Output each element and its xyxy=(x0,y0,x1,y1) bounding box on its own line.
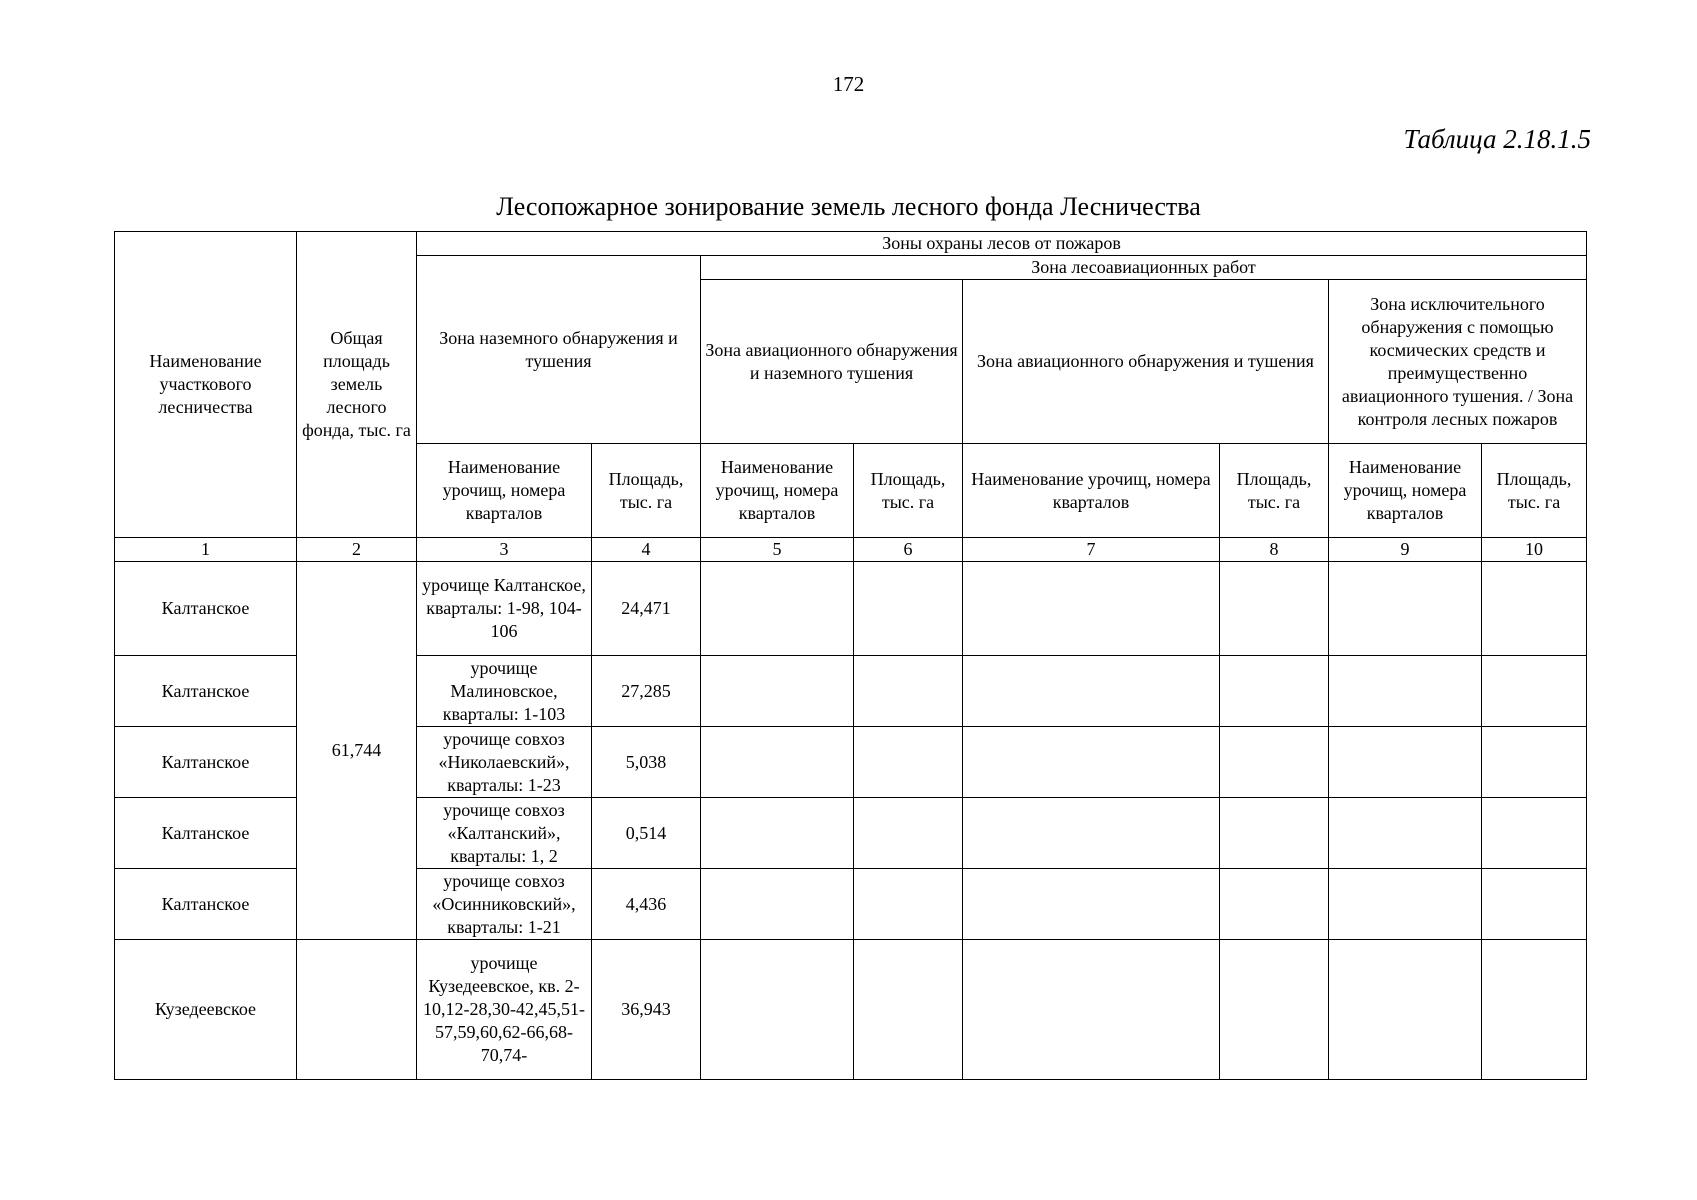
empty-cell xyxy=(963,562,1220,656)
tract-cell: урочище совхоз «Николаевский», кварталы: 1-23 xyxy=(417,727,592,798)
total-area-cell: 61,744 xyxy=(297,562,417,940)
column-number: 6 xyxy=(854,538,963,562)
header-sub-name-avg: Наименование урочищ, номера кварталов xyxy=(701,444,854,538)
header-sub-name-space: Наименование урочищ, номера кварталов xyxy=(1329,444,1482,538)
empty-cell xyxy=(701,869,854,940)
column-number: 1 xyxy=(115,538,297,562)
header-ground-zone: Зона наземного обнаружения и тушения xyxy=(417,256,701,444)
area-cell: 27,285 xyxy=(592,656,701,727)
empty-cell xyxy=(854,940,963,1080)
header-space-zone: Зона исключительного обнаружения с помощью космических средств и преимущественно авиационного тушения. / Зона контроля лесных пожаров xyxy=(1329,280,1587,444)
empty-cell xyxy=(963,798,1220,869)
table-caption: Таблица 2.18.1.5 xyxy=(1403,124,1591,154)
forestry-cell: Кузедеевское xyxy=(115,940,297,1080)
empty-cell xyxy=(854,727,963,798)
header-sub-area-av: Площадь, тыс. га xyxy=(1220,444,1329,538)
column-number: 9 xyxy=(1329,538,1482,562)
page-number: 172 xyxy=(832,72,865,96)
empty-cell xyxy=(1220,869,1329,940)
column-number: 4 xyxy=(592,538,701,562)
area-cell: 36,943 xyxy=(592,940,701,1080)
header-sub-name-av: Наименование урочищ, номера кварталов xyxy=(963,444,1220,538)
header-sub-name-ground: Наименование урочищ, номера кварталов xyxy=(417,444,592,538)
empty-cell xyxy=(1329,940,1482,1080)
empty-cell xyxy=(1329,727,1482,798)
forestry-cell: Калтанское xyxy=(115,727,297,798)
empty-cell xyxy=(701,656,854,727)
column-number: 10 xyxy=(1482,538,1587,562)
header-aviation-works-zone: Зона лесоавиационных работ xyxy=(701,256,1587,280)
empty-cell xyxy=(1329,869,1482,940)
empty-cell xyxy=(1220,727,1329,798)
empty-cell xyxy=(1220,940,1329,1080)
empty-cell xyxy=(854,562,963,656)
header-total-area: Общая площадь земель лесного фонда, тыс. га xyxy=(297,232,417,538)
column-number: 3 xyxy=(417,538,592,562)
empty-cell xyxy=(701,798,854,869)
column-number: 5 xyxy=(701,538,854,562)
empty-cell xyxy=(701,940,854,1080)
area-cell: 4,436 xyxy=(592,869,701,940)
tract-cell: урочище совхоз «Калтанский», кварталы: 1, 2 xyxy=(417,798,592,869)
empty-cell xyxy=(1329,798,1482,869)
tract-cell: урочище совхоз «Осинниковский», кварталы: 1-21 xyxy=(417,869,592,940)
forestry-cell: Калтанское xyxy=(115,798,297,869)
forestry-cell: Калтанское xyxy=(115,562,297,656)
forestry-cell: Калтанское xyxy=(115,869,297,940)
empty-cell xyxy=(701,727,854,798)
column-number: 7 xyxy=(963,538,1220,562)
empty-cell xyxy=(963,656,1220,727)
table-row xyxy=(115,562,1587,656)
empty-cell xyxy=(963,940,1220,1080)
column-number: 8 xyxy=(1220,538,1329,562)
empty-cell xyxy=(1482,727,1587,798)
header-sub-area-ground: Площадь, тыс. га xyxy=(592,444,701,538)
empty-cell xyxy=(854,869,963,940)
column-numbers-row xyxy=(115,538,1587,562)
empty-cell xyxy=(1482,656,1587,727)
empty-cell xyxy=(1220,656,1329,727)
empty-cell xyxy=(1482,562,1587,656)
tract-cell: урочище Калтанское, кварталы: 1-98, 104-106 xyxy=(417,562,592,656)
empty-cell xyxy=(1482,869,1587,940)
area-cell: 0,514 xyxy=(592,798,701,869)
header-forestry-name: Наименование участкового лесничества xyxy=(115,232,297,538)
header-aviation-detection-zone: Зона авиационного обнаружения и тушения xyxy=(963,280,1329,444)
empty-cell xyxy=(963,727,1220,798)
column-number: 2 xyxy=(297,538,417,562)
table-row xyxy=(115,940,1587,1080)
empty-cell xyxy=(1329,656,1482,727)
empty-cell xyxy=(963,869,1220,940)
empty-cell xyxy=(1220,562,1329,656)
header-sub-area-space: Площадь, тыс. га xyxy=(1482,444,1587,538)
total-area-cell xyxy=(297,940,417,1080)
header-sub-area-avg: Площадь, тыс. га xyxy=(854,444,963,538)
tract-cell: урочище Кузедеевское, кв. 2-10,12-28,30-42,45,51-57,59,60,62-66,68-70,74- xyxy=(417,940,592,1080)
empty-cell xyxy=(701,562,854,656)
empty-cell xyxy=(854,798,963,869)
header-fire-zones: Зоны охраны лесов от пожаров xyxy=(417,232,1587,256)
table-title: Лесопожарное зонирование земель лесного фонда Лесничества xyxy=(496,192,1201,221)
tract-cell: урочище Малиновское, кварталы: 1-103 xyxy=(417,656,592,727)
fire-zoning-table xyxy=(114,231,1587,1080)
empty-cell xyxy=(1220,798,1329,869)
empty-cell xyxy=(1329,562,1482,656)
empty-cell xyxy=(1482,940,1587,1080)
empty-cell xyxy=(1482,798,1587,869)
header-aviation-detection-ground-zone: Зона авиационного обнаружения и наземного тушения xyxy=(701,280,963,444)
empty-cell xyxy=(854,656,963,727)
header-row-1 xyxy=(115,232,1587,256)
area-cell: 24,471 xyxy=(592,562,701,656)
forestry-cell: Калтанское xyxy=(115,656,297,727)
area-cell: 5,038 xyxy=(592,727,701,798)
